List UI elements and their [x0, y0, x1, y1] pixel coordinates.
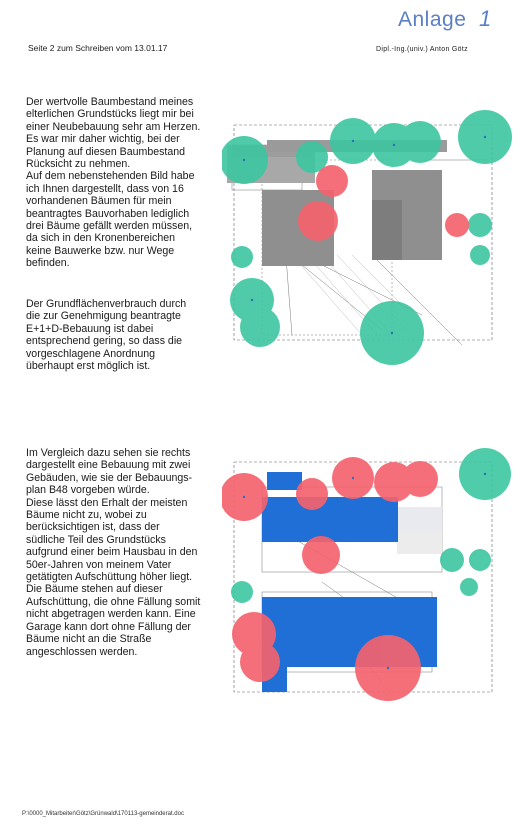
paragraph-bplan-comparison: Im Vergleich dazu sehen sie rechts dargestellt eine Bebauung mit zwei Gebäuden, wie sie der Bebauungs- plan B48 vorgeben würde. Diese lässt den Erhalt der meisten Bäume nicht zu, wobei zu berücksichtigen ist, dass der südliche Teil des Grundstücks aufgrund einer beim Hausbau in den 50er-Jahren von meinem Vater getätigten Aufschüttung höher liegt. Die Bäume stehen auf dieser Aufschüttung, die ohne Fällung somit nicht abgetragen werden kann. Eine Garage kann dort ohne Fällung der Bäume nicht an die Straße angeschlossen werden.	[26, 447, 201, 658]
anlage-number: 1	[479, 6, 492, 31]
anlage-stamp: Anlage	[398, 8, 467, 31]
site-plan-bplan	[222, 442, 512, 717]
file-path: P:\0000_Mitarbeiter\Götz\Grünwald\170113-gemeinderat.doc	[22, 811, 184, 817]
site-plan-proposed	[222, 105, 512, 380]
author-name: Dipl.-Ing.(univ.) Anton Götz	[376, 46, 468, 53]
paragraph-tree-preservation: Der wertvolle Baumbestand meines elterlichen Grundstücks liegt mir bei einer Neubebauung sehr am Herzen. Es war mir daher wichtig, bei der Planung auf diesen Baumbestand Rücksicht zu nehmen. Auf dem nebenstehenden Bild habe ich Ihnen dargestellt, dass von 16 vorhandenen Bäumen für mein beantragtes Bauvorhaben lediglich drei Bäume gefällt werden müssen, da sich in den Kronenbereichen keine Bauwerke bzw. nur Wege befinden.	[26, 96, 201, 270]
page-reference: Seite 2 zum Schreiben vom 13.01.17	[28, 43, 168, 53]
paragraph-ground-area: Der Grundflächenverbrauch durch die zur Genehmigung beantragte E+1+D-Bebauung ist dabei entsprechend gering, so dass die vorgeschlagene Anordnung überhaupt erst möglich ist.	[26, 298, 187, 373]
